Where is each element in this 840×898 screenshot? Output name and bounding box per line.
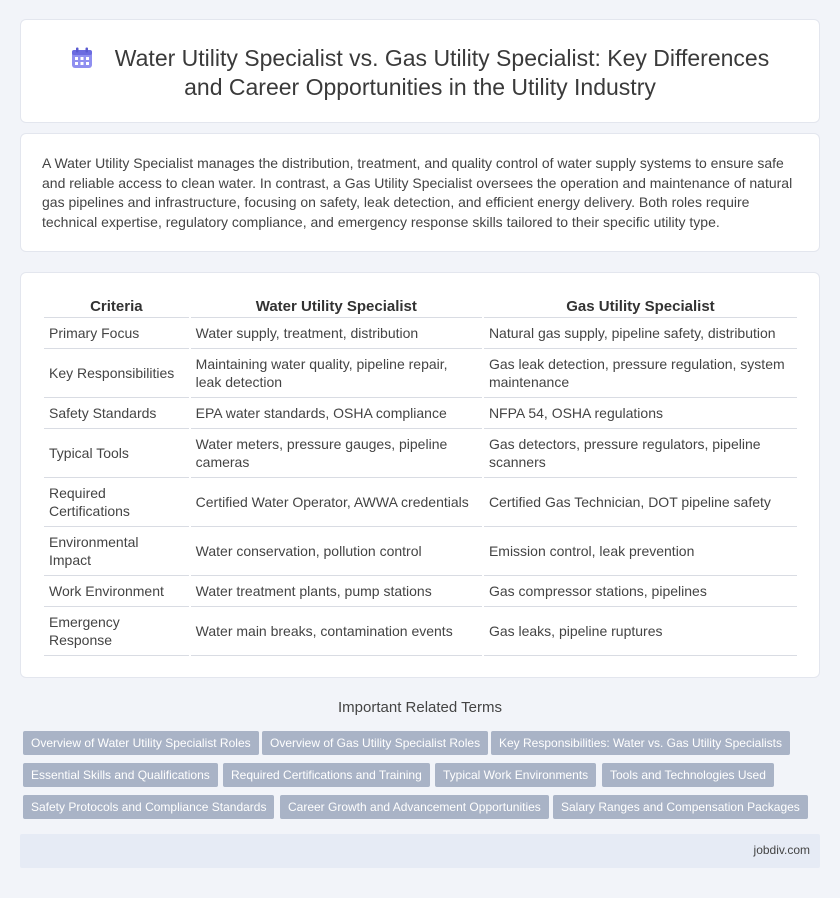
- tag-link[interactable]: Key Responsibilities: Water vs. Gas Utility Specialists: [491, 731, 790, 755]
- title-card: [20, 19, 820, 123]
- row-water: Certified Water Operator, AWWA credentials: [191, 478, 482, 527]
- table-row: [44, 398, 797, 429]
- row-gas: Gas detectors, pressure regulators, pipeline scanners: [484, 429, 797, 478]
- footer-site-link[interactable]: jobdiv.com: [753, 843, 810, 857]
- tag-link[interactable]: Required Certifications and Training: [223, 763, 430, 787]
- table-row: [44, 318, 797, 349]
- table-row: [44, 607, 797, 656]
- table-row: [44, 576, 797, 607]
- tag-link[interactable]: Overview of Gas Utility Specialist Roles: [262, 731, 488, 755]
- footer: [20, 834, 820, 868]
- comparison-card: [20, 272, 820, 678]
- related-terms-heading: Important Related Terms: [338, 699, 502, 716]
- header-gas: Gas Utility Specialist: [484, 295, 797, 318]
- table-row: [44, 478, 797, 527]
- tag-link[interactable]: Typical Work Environments: [435, 763, 596, 787]
- row-water: Water meters, pressure gauges, pipeline cameras: [191, 429, 482, 478]
- intro-card: [20, 133, 820, 252]
- row-gas: Gas leaks, pipeline ruptures: [484, 607, 797, 656]
- table-row: [44, 527, 797, 576]
- row-gas: NFPA 54, OSHA regulations: [484, 398, 797, 429]
- tag-link[interactable]: Tools and Technologies Used: [602, 763, 774, 787]
- row-water: Maintaining water quality, pipeline repair, leak detection: [191, 349, 482, 398]
- row-criteria: Environmental Impact: [44, 527, 189, 576]
- page-title-text: Water Utility Specialist vs. Gas Utility Specialist: Key Differences and Career Opportunities in the Utility Industry: [114, 45, 770, 100]
- row-criteria: Key Responsibilities: [44, 349, 189, 398]
- row-water: Water supply, treatment, distribution: [191, 318, 482, 349]
- row-criteria: Safety Standards: [44, 398, 189, 429]
- row-gas: Natural gas supply, pipeline safety, distribution: [484, 318, 797, 349]
- table-row: [44, 349, 797, 398]
- table-header-row: [44, 295, 797, 318]
- tag-link[interactable]: Safety Protocols and Compliance Standards: [23, 795, 274, 819]
- row-criteria: Primary Focus: [44, 318, 189, 349]
- header-water: Water Utility Specialist: [191, 295, 482, 318]
- row-water: Water conservation, pollution control: [191, 527, 482, 576]
- comparison-table: [42, 295, 799, 656]
- row-criteria: Work Environment: [44, 576, 189, 607]
- row-criteria: Emergency Response: [44, 607, 189, 656]
- row-water: Water main breaks, contamination events: [191, 607, 482, 656]
- tag-link[interactable]: Overview of Water Utility Specialist Roles: [23, 731, 259, 755]
- row-gas: Emission control, leak prevention: [484, 527, 797, 576]
- tag-link[interactable]: Salary Ranges and Compensation Packages: [553, 795, 808, 819]
- tag-link[interactable]: Career Growth and Advancement Opportunities: [280, 795, 549, 819]
- tag-link[interactable]: Essential Skills and Qualifications: [23, 763, 218, 787]
- row-water: Water treatment plants, pump stations: [191, 576, 482, 607]
- intro-paragraph: A Water Utility Specialist manages the distribution, treatment, and quality control of water supply systems to ensure safe and reliable access to clean water. In contrast, a Gas Utility Specialist oversees the operation and maintenance of natural gas pipelines and infrastructure, focusing on safety, leak detection, and efficient energy delivery. Both roles require technical expertise, regulatory compliance, and emergency response skills tailored to their specific utility type.: [42, 155, 793, 230]
- row-criteria: Required Certifications: [44, 478, 189, 527]
- row-gas: Gas leak detection, pressure regulation, system maintenance: [484, 349, 797, 398]
- row-water: EPA water standards, OSHA compliance: [191, 398, 482, 429]
- page-title: [21, 44, 819, 102]
- header-criteria: Criteria: [44, 295, 189, 318]
- row-gas: Gas compressor stations, pipelines: [484, 576, 797, 607]
- row-criteria: Typical Tools: [44, 429, 189, 478]
- row-gas: Certified Gas Technician, DOT pipeline safety: [484, 478, 797, 527]
- table-row: [44, 429, 797, 478]
- calendar-icon: [71, 47, 93, 69]
